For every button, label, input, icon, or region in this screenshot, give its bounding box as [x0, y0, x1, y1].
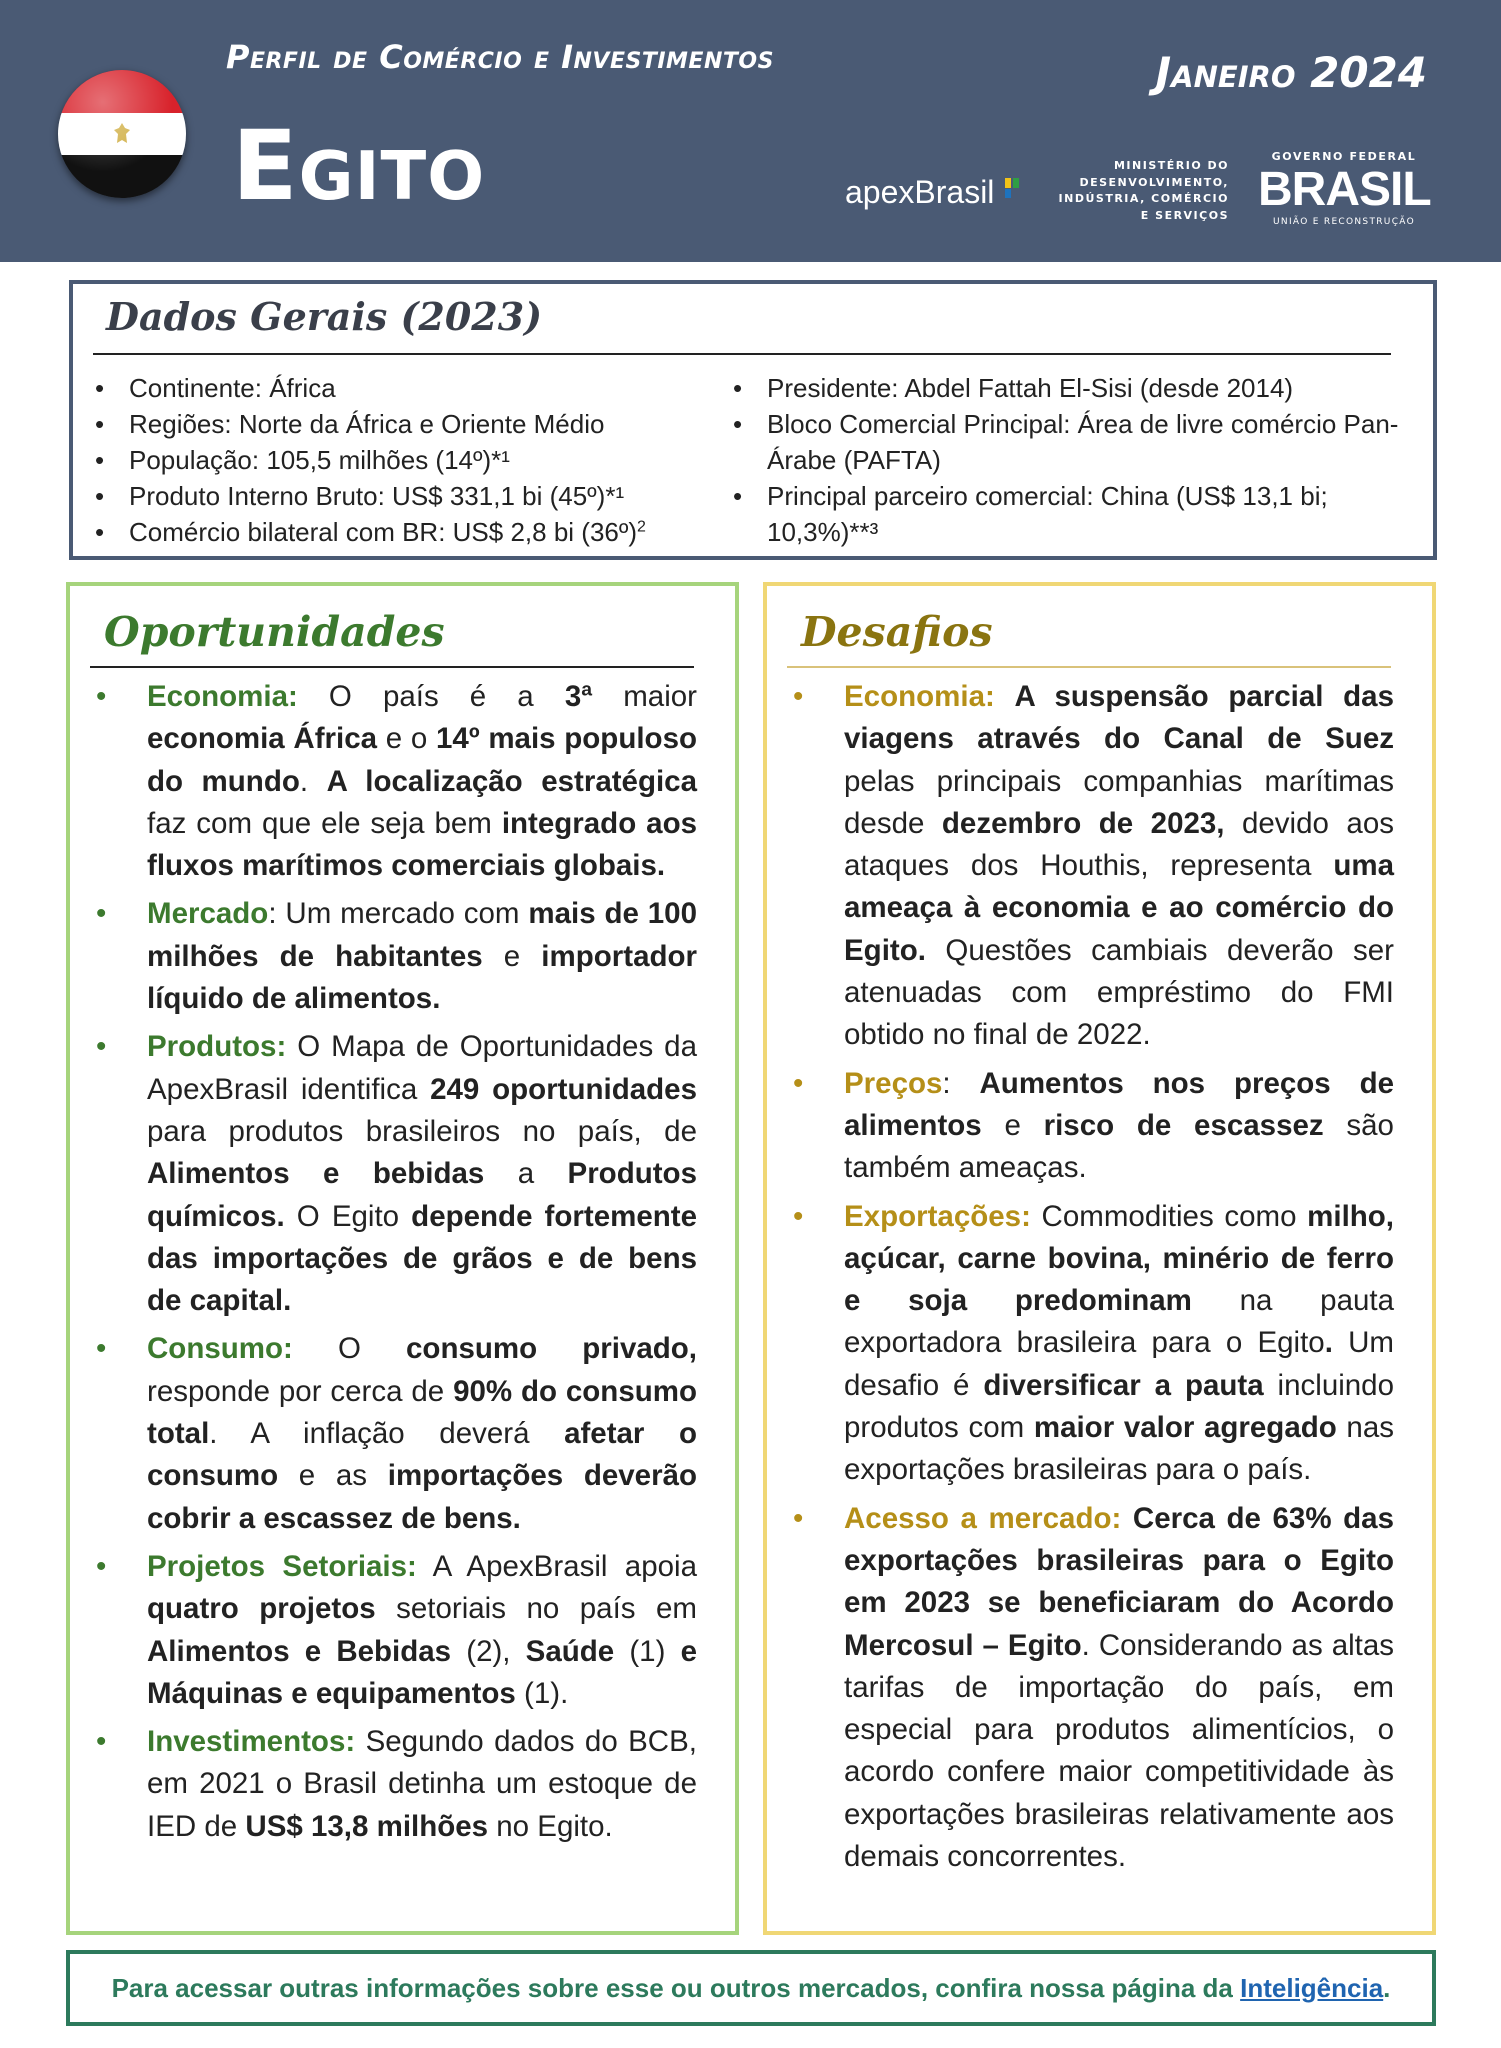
footer-box — [66, 1950, 1436, 2026]
body-text: : Um mercado com — [268, 897, 529, 931]
bold-text: uma ameaça à economia e ao comércio do Egito. — [844, 849, 1394, 967]
footer-message: Para acessar outras informações sobre esse ou outros mercados, confira nossa página da — [111, 1972, 1241, 2003]
body-text: . Considerando as altas tarifas de importação do país, em especial para produtos alimentícios, o acordo confere maior competitividade às exportações brasileiras relativamente aos demais concorrentes. — [844, 1628, 1395, 1874]
body-text: e o — [377, 722, 437, 756]
bullet-label: Exportações: — [844, 1199, 1031, 1233]
bold-text: quatro projetos — [147, 1592, 376, 1626]
bold-text: Saúde — [525, 1634, 615, 1668]
general-data-title: Dados Gerais (2023) — [106, 294, 543, 339]
bold-text: 90% do consumo total — [147, 1374, 697, 1451]
inteligencia-link[interactable]: Inteligência — [1240, 1972, 1384, 2003]
challenges-list — [787, 676, 1394, 1884]
bold-text: diversificar a pauta — [983, 1368, 1264, 1402]
body-text: O Mapa de Oportunidades da ApexBrasil identifica — [147, 1030, 697, 1106]
egypt-flag-icon — [58, 70, 186, 198]
bold-text: integrado aos fluxos marítimos comerciais globais. — [147, 806, 697, 883]
footnote-marker: 2 — [637, 518, 646, 536]
country-title: Egito — [232, 110, 486, 222]
body-text: Questões cambiais deverão ser atenuadas com empréstimo do FMI obtido no final de 2022. — [844, 933, 1394, 1052]
divider — [787, 666, 1391, 668]
body-text: setoriais no país em — [375, 1592, 697, 1626]
body-text: O Egito — [284, 1199, 412, 1233]
body-text: (1) — [614, 1634, 681, 1668]
bullet-item — [90, 893, 697, 1020]
bullet-item — [90, 1546, 697, 1715]
divider — [90, 666, 694, 668]
general-item: • Continente: África — [93, 370, 713, 406]
apexbrasil-logo: apexBrasil — [845, 174, 995, 210]
body-text: Um desafio é — [844, 1326, 1394, 1402]
body-text: devido aos ataques dos Houthis, representa — [844, 806, 1394, 883]
body-text: incluindo produtos com — [844, 1368, 1394, 1445]
gov-bottom-text: UNIÃO E RECONSTRUÇÃO — [1273, 217, 1415, 227]
body-text: nas exportações brasileiras para o país. — [844, 1411, 1394, 1487]
body-text: Segundo dados do BCB, em 2021 o Brasil detinha um estoque de IED de — [147, 1725, 697, 1843]
bullet-item — [90, 676, 697, 887]
body-text: maior — [592, 680, 697, 713]
challenges-panel — [763, 582, 1436, 1935]
gov-top-text: GOVERNO FEDERAL — [1271, 150, 1417, 163]
general-item: • Regiões: Norte da África e Oriente Médio — [93, 406, 713, 442]
ministry-line: DESENVOLVIMENTO, — [1079, 175, 1229, 189]
report-date: Janeiro 2024 — [1155, 48, 1427, 97]
apexbrasil-mark-icon — [1003, 176, 1021, 200]
gov-brasil-text: BRASIL — [1258, 163, 1431, 216]
bullet-item — [787, 676, 1394, 1057]
general-item — [93, 514, 713, 550]
ministry-line: INDÚSTRIA, COMÉRCIO — [1058, 192, 1229, 205]
bold-text: maior valor agregado — [1033, 1411, 1337, 1445]
bold-text: e — [680, 1634, 697, 1668]
bold-text: economia África — [147, 722, 378, 756]
body-text: Commodities como — [1030, 1199, 1308, 1233]
bold-text: afetar o consumo — [147, 1417, 697, 1493]
general-item: • População: 105,5 milhões (14º)*¹ — [93, 442, 713, 478]
general-item: • Bloco Comercial Principal: Área de livre comércio Pan-Árabe (PAFTA) — [731, 406, 1411, 478]
bold-text: dezembro de 2023, — [941, 806, 1225, 840]
bold-text: 249 oportunidades — [430, 1072, 697, 1106]
body-text: O país é a — [297, 680, 565, 713]
bold-text: Aumentos nos preços de alimentos — [844, 1066, 1394, 1142]
body-text: faz com que ele seja bem — [147, 806, 502, 840]
bullet-item — [787, 1063, 1394, 1190]
bold-text: importador líquido de alimentos. — [147, 939, 697, 1016]
bullet-label: Economia: — [147, 680, 298, 713]
body-text: na pauta exportadora brasileira para o Egito — [844, 1284, 1395, 1360]
bold-text: milho, açúcar, carne bovina, minério de ferro e soja predominam — [844, 1199, 1394, 1318]
general-data-list-left — [93, 370, 713, 550]
body-text: no Egito. — [488, 1809, 613, 1843]
body-text: . A inflação deverá — [209, 1417, 565, 1451]
bullet-label: Acesso a mercado: — [844, 1501, 1122, 1535]
body-text: A ApexBrasil apoia — [416, 1549, 697, 1583]
opportunities-panel — [66, 582, 739, 1935]
bold-text: Alimentos e Bebidas — [147, 1634, 452, 1668]
opportunities-list — [90, 676, 697, 1854]
header-banner — [0, 0, 1501, 262]
body-text: . — [299, 764, 327, 798]
general-item: • Principal parceiro comercial: China (US$ 13,1 bi; 10,3%)**³ — [731, 478, 1411, 550]
body-text: são também ameaças. — [844, 1108, 1394, 1185]
bold-text: . — [1324, 1326, 1333, 1360]
ministry-line: MINISTÉRIO DO — [1113, 159, 1229, 172]
bold-text: depende fortemente das importações de grãos e de bens de capital. — [147, 1199, 698, 1318]
profile-subtitle: Perfil de Comércio e Investimentos — [226, 38, 774, 76]
bold-text: A localização estratégica — [326, 764, 697, 798]
body-text: (2), — [451, 1634, 526, 1668]
body-text: pelas principais companhias marítimas desde — [844, 764, 1394, 840]
body-text: e as — [278, 1459, 388, 1493]
bold-text: A suspensão parcial das viagens através do Canal de Suez — [844, 680, 1394, 756]
general-data-list-right — [731, 370, 1411, 550]
bullet-label: Produtos: — [147, 1030, 287, 1064]
general-item: • Presidente: Abdel Fattah El-Sisi (desde 2014) — [731, 370, 1411, 406]
bold-text: Produtos químicos. — [147, 1157, 697, 1233]
bullet-label: Economia: — [844, 680, 995, 713]
bullet-label: Consumo: — [147, 1332, 293, 1366]
bold-text: 3ª — [564, 680, 593, 713]
bold-text: consumo privado, — [406, 1332, 697, 1366]
bold-text: Cerca de 63% das exportações brasileiras para o Egito em 2023 se beneficiaram do Acordo Mercosul – Egito — [844, 1501, 1394, 1662]
general-item: • Produto Interno Bruto: US$ 331,1 bi (45º)*¹ — [93, 478, 713, 514]
bullet-item — [787, 1498, 1394, 1879]
general-item-text: Comércio bilateral com BR: US$ 2,8 bi (36º) — [129, 517, 638, 547]
bullet-item — [90, 1328, 697, 1539]
bold-text: 14º mais populoso do mundo — [147, 722, 697, 798]
opportunities-title: Oportunidades — [104, 608, 445, 656]
bullet-item — [90, 1026, 697, 1322]
footer-text — [112, 1973, 1391, 2004]
body-text: e — [482, 939, 542, 973]
body-text: : — [942, 1066, 980, 1100]
body-text — [1121, 1502, 1133, 1535]
bold-text: Máquinas e equipamentos — [147, 1676, 516, 1710]
footer-period: . — [1383, 1972, 1391, 2003]
bold-text: risco de escassez — [1043, 1108, 1324, 1142]
bullet-label: Preços — [844, 1066, 943, 1100]
bold-text: Alimentos e bebidas — [147, 1157, 485, 1191]
bold-text: US$ 13,8 milhões — [245, 1809, 489, 1843]
bullet-item — [90, 1721, 697, 1848]
bullet-label: Projetos Setoriais: — [147, 1549, 417, 1583]
body-text — [995, 680, 1015, 713]
ministry-logo — [1045, 158, 1229, 224]
body-text: O — [292, 1332, 407, 1366]
bold-text: mais de 100 milhões de habitantes — [147, 897, 697, 973]
body-text: a — [484, 1157, 568, 1191]
governo-federal-logo — [1258, 150, 1430, 227]
bullet-label: Investimentos: — [147, 1725, 356, 1759]
bullet-label: Mercado — [147, 897, 269, 931]
bold-text: importações deverão cobrir a escassez de bens. — [147, 1459, 697, 1535]
ministry-line: E SERVIÇOS — [1140, 208, 1229, 222]
challenges-title: Desafios — [801, 608, 993, 656]
body-text: para produtos brasileiros no país, de — [147, 1114, 697, 1148]
general-data-box — [69, 280, 1437, 560]
body-text: responde por cerca de — [147, 1374, 454, 1408]
body-text: e — [981, 1108, 1044, 1142]
body-text: (1). — [515, 1676, 569, 1710]
bullet-item — [787, 1196, 1394, 1492]
divider — [93, 353, 1391, 355]
